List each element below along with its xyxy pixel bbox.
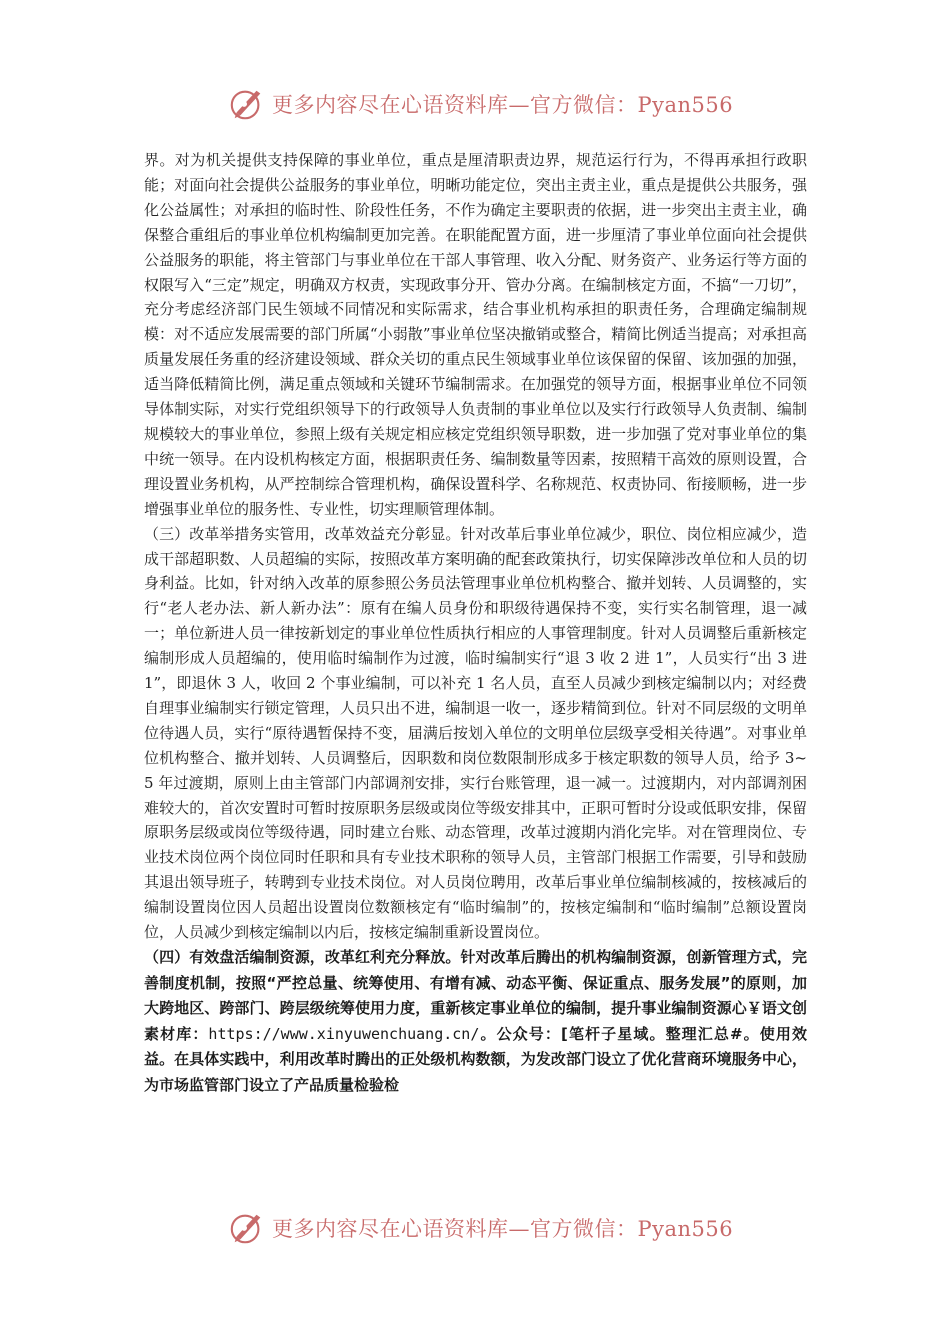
article-body <box>144 148 807 1098</box>
source-url-link[interactable]: https://www.xinyuwenchuang.cn/ <box>208 1024 480 1043</box>
footer-banner <box>228 1208 733 1248</box>
header-banner-text: 更多内容尽在心语资料库—官方微信：Pyan556 <box>272 93 734 117</box>
paragraph-3-tail: 。公众号：[笔杆子星域。整理汇总#。使用效益。在具体实践中，利用改革时腾出的正处级机构数额，为发改部门设立了优化营商环境服务中心，为市场监管部门设立了产品质量检验检 <box>144 1024 807 1094</box>
paragraph-3 <box>144 945 807 1098</box>
pen-logo-icon <box>228 1209 266 1247</box>
paragraph-2: （三）改革举措务实管用，改革效益充分彰显。针对改革后事业单位减少，职位、岗位相应减少，造成干部超职数、人员超编的实际，按照改革方案明确的配套政策执行，切实保障涉改单位和人员的切身利益。比如，针对纳入改革的原参照公务员法管理事业单位机构整合、撤并划转、人员调整的，实行“老人老办法、新人新办法”：原有在编人员身份和职级待遇保持不变，实行实名制管理，退一减一；单位新进人员一律按新划定的事业单位性质执行相应的人事管理制度。针对人员调整后重新核定编制形成人员超编的，使用临时编制作为过渡，临时编制实行“退 3 收 2 进 1”，人员实行“出 3 进 1”，即退休 3 人，收回 2 个事业编制，可以补充 1 名人员，直至人员减少到核定编制以内；对经费自理事业编制实行锁定管理，人员只出不进，编制退一收一，逐步精简到位。针对不同层级的文明单位待遇人员，实行“原待遇暂保持不变，届满后按划入单位的文明单位层级享受相关待遇”。对事业单位机构整合、撤并划转、人员调整后，因职数和岗位数限制形成多于核定职数的领导人员，给予 3~5 年过渡期，原则上由主管部门内部调剂安排，实行台账管理，退一减一。过渡期内，对内部调剂困难较大的，首次安置时可暂时按原职务层级或岗位等级安排其中，正职可暂时分设或低职安排，保留原职务层级或岗位等级待遇，同时建立台账、动态管理，改革过渡期内消化完毕。对在管理岗位、专业技术岗位两个岗位同时任职和具有专业技术职称的领导人员，主管部门根据工作需要，引导和鼓励其退出领导班子，转聘到专业技术岗位。对人员岗位聘用，改革后事业单位编制核减的，按核减后的编制设置岗位因人员超出设置岗位数额核定有“临时编制”的，按核定编制和“临时编制”总额设置岗位，人员减少到核定编制以内后，按核定编制重新设置岗位。 <box>144 524 807 942</box>
header-banner <box>228 84 733 124</box>
paragraph-1: 界。对为机关提供支持保障的事业单位，重点是厘清职责边界，规范运行行为，不得再承担行政职能；对面向社会提供公益服务的事业单位，明晰功能定位，突出主责主业，重点是提供公共服务，强化公益属性；对承担的临时性、阶段性任务，不作为确定主要职责的依据，进一步突出主责主业，确保整合重组后的事业单位机构编制更加完善。在职能配置方面，进一步厘清了事业单位面向社会提供公益服务的职能，将主管部门与事业单位在干部人事管理、收入分配、财务资产、业务运行等方面的权限写入“三定”规定，明确双方权责，实现政事分开、管办分离。在编制核定方面，不搞“一刀切”，充分考虑经济部门民生领域不同情况和实际需求，结合事业机构承担的职责任务，合理确定编制规模：对不适应发展需要的部门所属“小弱散”事业单位坚决撤销或整合，精简比例适当提高；对承担高质量发展任务重的经济建设领域、群众关切的重点民生领域事业单位该保留的保留、该加强的加强，适当降低精简比例，满足重点领域和关键环节编制需求。在加强党的领导方面，根据事业单位不同领导体制实际，对实行党组织领导下的行政领导人负责制的事业单位以及实行行政领导人负责制、编制规模较大的事业单位，参照上级有关规定相应核定党组织领导职数，进一步加强了党对事业单位的集中统一领导。在内设机构核定方面，根据职责任务、编制数量等因素，按照精干高效的原则设置，合理设置业务机构，从严控制综合管理机构，确保设置科学、名称规范、权责协同、衔接顺畅，进一步增强事业单位的服务性、专业性，切实理顺管理体制。 <box>144 151 807 518</box>
pen-logo-icon <box>228 85 266 123</box>
footer-banner-text: 更多内容尽在心语资料库—官方微信：Pyan556 <box>272 1217 734 1241</box>
paragraph-3-lead: （四）有效盘活编制资源，改革红利充分释放。针对改革后腾出的机构编制资源，创新管理方式，完善制度机制，按照“严控总量、统筹使用、有增有减、动态平衡、保证重点、服务发展”的原则，加大跨地区、跨部门、跨层级统筹使用力度，重新核定事业单位的编制，提升事业编制资源心￥语文创素材库： <box>144 948 807 1043</box>
